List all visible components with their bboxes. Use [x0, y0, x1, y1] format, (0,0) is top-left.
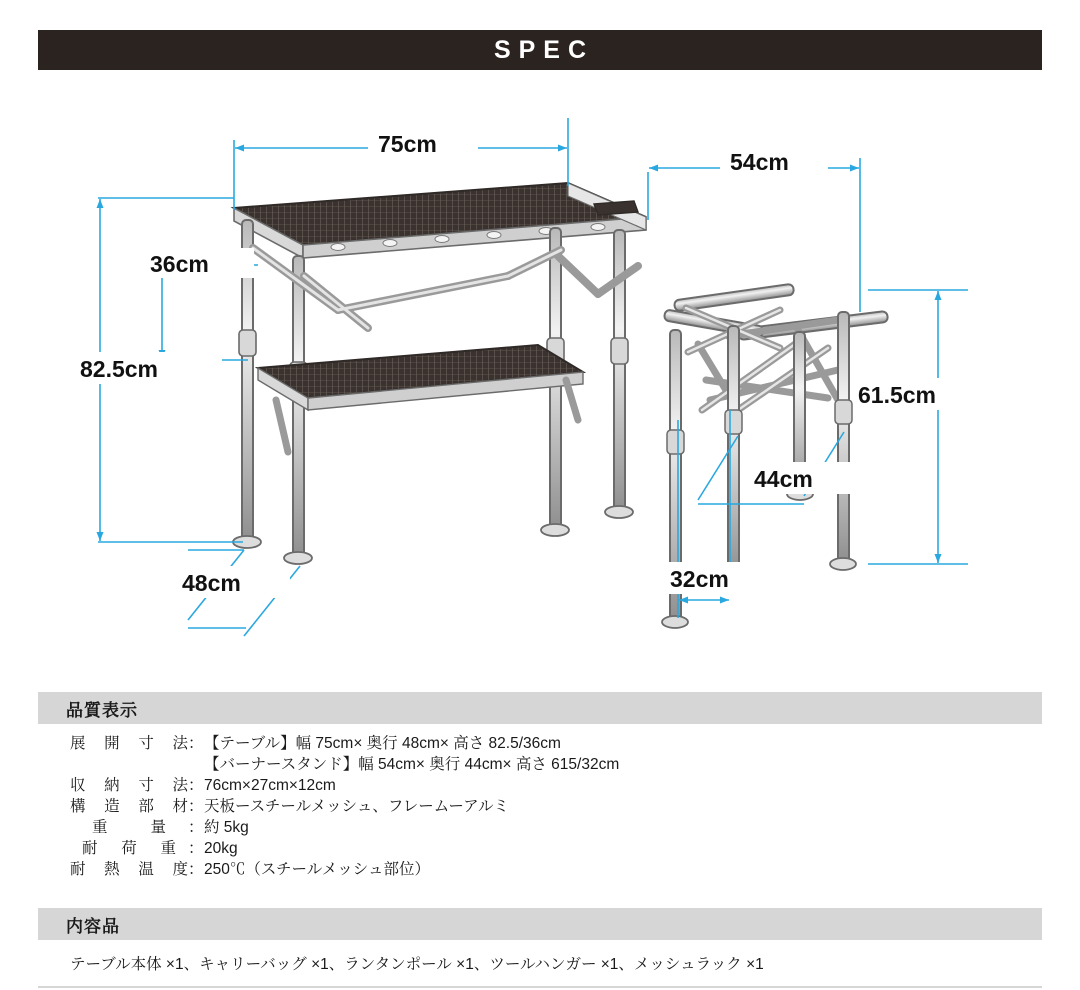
diagram-product-illustration	[233, 183, 888, 628]
table-row	[70, 733, 1030, 775]
contents-list: テーブル本体 ×1、キャリーバッグ ×1、ランタンポール ×1、ツールハンガー ×1、メッシュラック ×1	[70, 956, 764, 973]
table-row	[70, 838, 1030, 859]
spec-title-bar	[38, 30, 1042, 70]
spec-colon: ：	[188, 840, 204, 857]
spec-colon: ：	[188, 798, 204, 815]
dim-depth-stand: 44cm	[754, 466, 813, 492]
spec-value: 20kg	[204, 840, 238, 857]
spec-value: 天板ースチールメッシュ、フレームーアルミ	[204, 798, 510, 815]
spec-value: 250℃（スチールメッシュ部位）	[204, 861, 430, 878]
quality-section-header	[38, 692, 1042, 724]
spec-key: 構 造 部 材	[70, 798, 188, 815]
dim-width-stand: 54cm	[730, 149, 789, 175]
dim-height-shelf: 36cm	[150, 251, 209, 277]
dim-height-table: 82.5cm	[80, 356, 159, 382]
table-row	[70, 796, 1030, 817]
product-dimension-diagram	[38, 80, 1042, 660]
spec-value: 【テーブル】幅 75cm× 奥行 48cm× 高さ 82.5/36cm 【バーナースタンド】幅 54cm× 奥行 44cm× 高さ 615/32cm	[204, 735, 620, 773]
table-row	[70, 859, 1030, 880]
spec-value: 76cm×27cm×12cm	[204, 777, 336, 794]
tabletop	[234, 183, 646, 258]
spec-colon: ：	[188, 861, 204, 878]
spec-colon: ：	[188, 735, 204, 752]
contents-section-title: 内容品	[66, 916, 120, 936]
bottom-divider	[38, 986, 1042, 988]
contents-section-header	[38, 908, 1042, 940]
spec-value: 約 5kg	[204, 819, 249, 836]
spec-key: 耐 熱 温 度	[70, 861, 188, 878]
dim-height-stand: 61.5cm	[858, 382, 937, 408]
table-row	[70, 775, 1030, 796]
page-title: SPEC	[493, 35, 595, 64]
spec-colon: ：	[188, 777, 204, 794]
spec-key: 重 量	[92, 819, 166, 836]
spec-key: 収 納 寸 法	[70, 777, 188, 794]
spec-colon: ：	[188, 819, 204, 836]
quality-spec-table	[70, 733, 1030, 880]
dim-width-table: 75cm	[378, 131, 437, 157]
dim-height-stand-low: 32cm	[670, 566, 729, 592]
spec-key: 展 開 寸 法	[70, 735, 188, 752]
lower-shelf	[258, 345, 583, 410]
table-row	[70, 817, 1030, 838]
dim-depth-table: 48cm	[182, 570, 241, 596]
quality-section-title: 品質表示	[66, 700, 138, 720]
spec-key: 耐 荷 重	[82, 840, 176, 857]
